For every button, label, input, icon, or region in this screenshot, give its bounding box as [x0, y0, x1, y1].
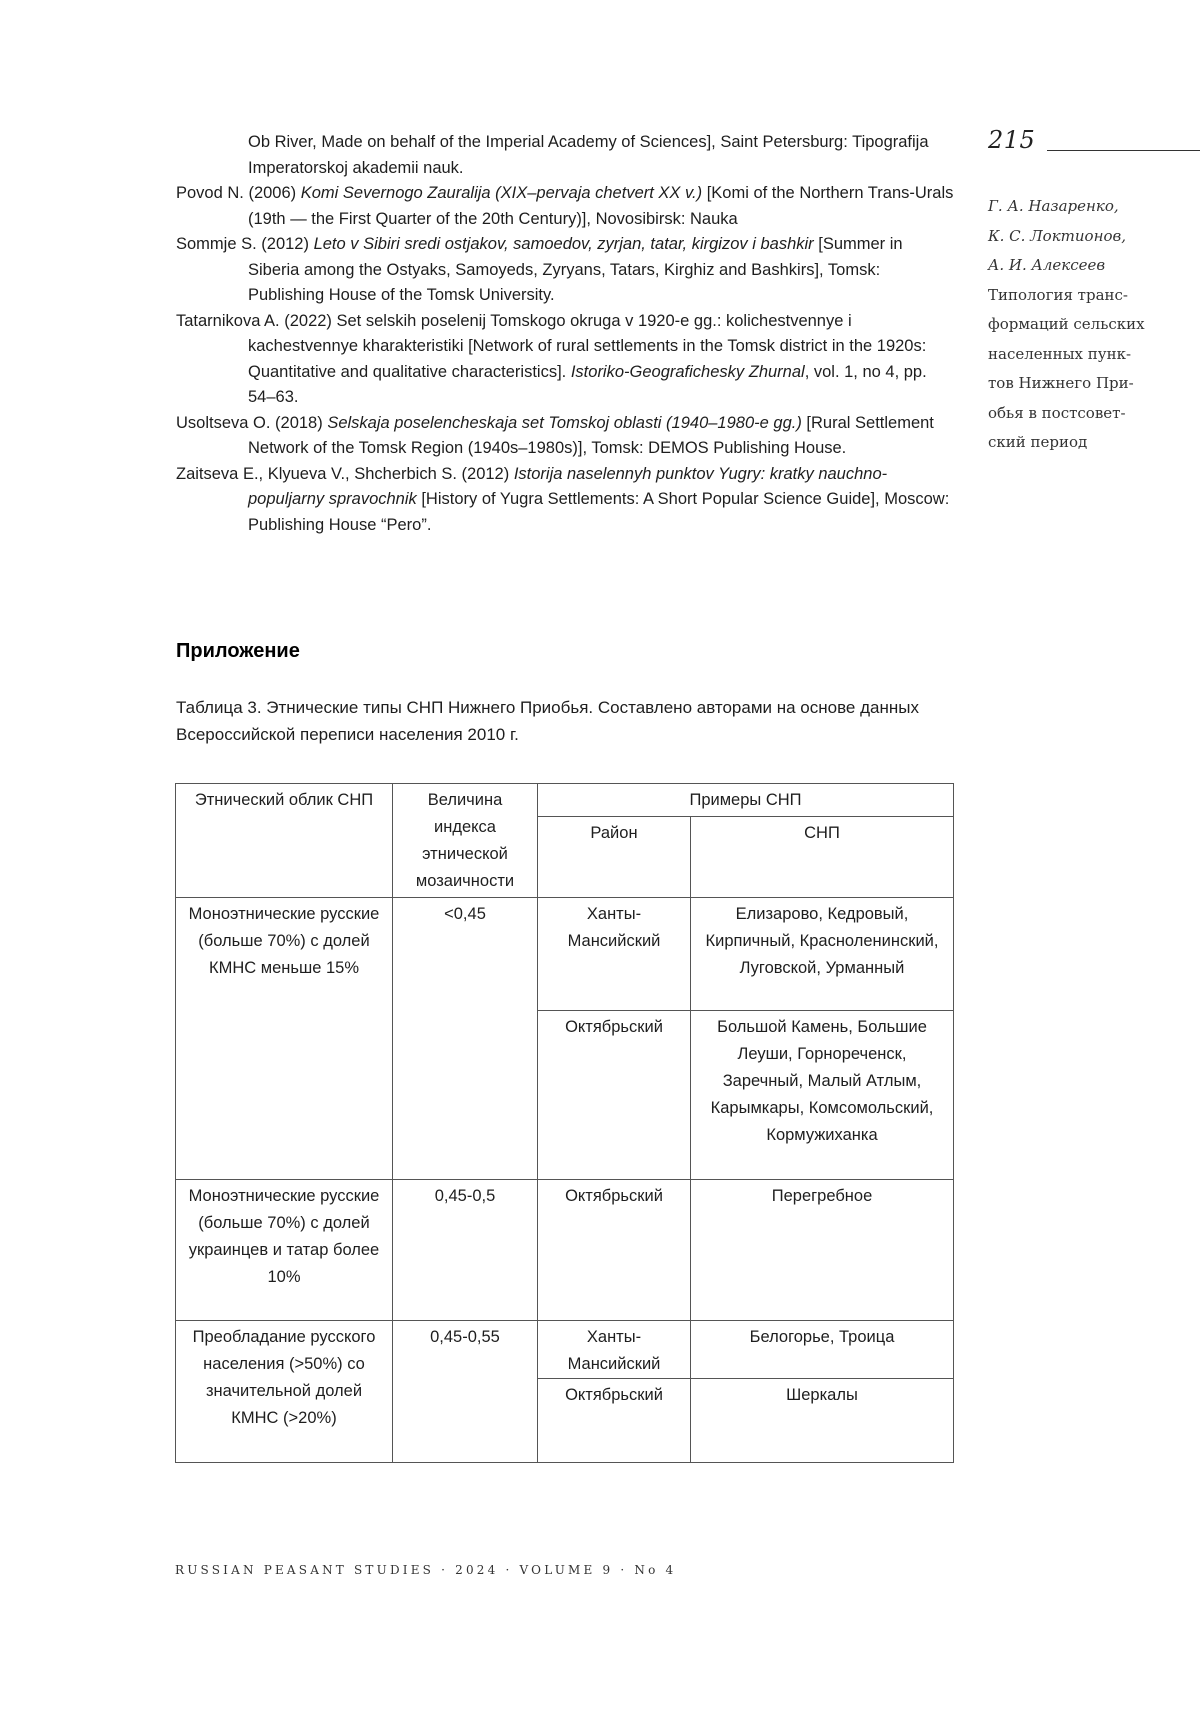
cell-district: Октябрьский: [538, 1379, 691, 1463]
reference-author: Zaitseva E., Klyueva V., Shcherbich S. (2012): [176, 464, 514, 483]
header-district: Район: [538, 817, 691, 898]
cell-settlements: Перегребное: [691, 1180, 954, 1321]
reference-title: Istoriko-Geograficheskу Zhurnal: [570, 362, 805, 381]
header-examples: Примеры СНП: [538, 784, 954, 817]
reference-entry: [176, 232, 956, 309]
cell-ethnic: Преобладание русского населения (>50%) со значительной долей КМНС (>20%): [176, 1321, 393, 1463]
reference-details: [Komi of the Northern Trans-Urals (19th — the First Quarter of the 20th Century)], Novosibirsk: Nauka: [248, 184, 954, 228]
cell-settlements: Елизарово, Кедровый, Кирпичный, Красноленинский, Луговской, Урманный: [691, 898, 954, 1011]
header-rule: [1047, 150, 1200, 151]
table-header-row: [176, 784, 954, 817]
table-row: [176, 1321, 954, 1379]
reference-entry: [176, 130, 956, 181]
references-list: [176, 130, 956, 538]
table-row: [176, 898, 954, 1011]
reference-details: [Summer in Siberia among the Ostyaks, Samoyeds, Zyryans, Tatars, Kirghiz and Bashkirs], Tomsk: Publishing House of the Tomsk University.: [248, 235, 903, 304]
running-header-sidebar: [988, 192, 1188, 458]
cell-ethnic: Моноэтнические русские (больше 70%) с долей украинцев и татар более 10%: [176, 1180, 393, 1321]
article-title-line: тов Нижнего При-: [988, 374, 1134, 392]
cell-index: <0,45: [393, 898, 538, 1180]
reference-title: Selskaja poselencheskaja set Tomskoj oblasti (1940–1980-e gg.): [327, 413, 802, 432]
article-title-line: ский период: [988, 433, 1088, 451]
reference-author: Sommje S. (2012): [176, 235, 314, 253]
cell-settlements: Шеркалы: [691, 1379, 954, 1463]
article-title-line: обья в постсовет-: [988, 403, 1126, 422]
cell-ethnic: Моноэтнические русские (больше 70%) с долей КМНС меньше 15%: [176, 898, 393, 1180]
appendix-heading: Приложение: [176, 640, 300, 662]
table-row: [176, 1180, 954, 1321]
journal-footer: RUSSIAN PEASANT STUDIES · 2024 · VOLUME 9 · No 4: [175, 1563, 677, 1577]
article-title-line: формаций сельских: [988, 315, 1145, 333]
cell-district: Ханты-Мансийский: [538, 898, 691, 1011]
header-ethnic: Этнический облик СНП: [176, 784, 393, 898]
reference-entry: [176, 181, 956, 232]
reference-title: Istorija naselennyh punktov Yugry: kratky nauchno-populjarny spravochnik: [248, 464, 888, 508]
cell-district: Октябрьский: [538, 1011, 691, 1180]
author-name: К. С. Локтионов,: [988, 226, 1126, 245]
article-title-line: Типология транс-: [988, 285, 1128, 304]
page-number: 215: [988, 126, 1036, 154]
cell-settlements: Белогорье, Троица: [691, 1321, 954, 1379]
cell-index: 0,45-0,5: [393, 1180, 538, 1321]
header-index: Величина индекса этнической мозаичности: [393, 784, 538, 898]
cell-district: Октябрьский: [538, 1180, 691, 1321]
article-title-line: населенных пунк-: [988, 344, 1132, 363]
reference-details: [Rural Settlement Network of the Tomsk Region (1940s–1980s)], Tomsk: DEMOS Publishing House.: [248, 413, 934, 457]
ethnic-types-table: [175, 783, 954, 1463]
author-name: Г. А. Назаренко,: [988, 197, 1119, 215]
reference-entry: [176, 462, 956, 539]
header-settlements: СНП: [691, 817, 954, 898]
cell-settlements: Большой Камень, Большие Леуши, Горнореченск, Заречный, Малый Атлым, Карымкары, Комсомольский, Кормужиханка: [691, 1011, 954, 1180]
reference-entry: [176, 411, 956, 462]
cell-district: Ханты-Мансийский: [538, 1321, 691, 1379]
reference-title: Leto v Sibiri sredi ostjakov, samoedov, zyrjan, tatar, kirgizov i bashkir: [313, 235, 814, 253]
reference-author: Povod N. (2006): [176, 184, 301, 202]
reference-author: Usoltseva O. (2018): [176, 413, 328, 432]
reference-details: , vol. 1, no 4, pp. 54–63.: [248, 362, 927, 406]
table-caption: Таблица 3. Этнические типы СНП Нижнего Приобья. Составлено авторами на основе данных Всероссийской переписи населения 2010 г.: [176, 698, 919, 744]
author-name: А. И. Алексеев: [988, 256, 1106, 274]
reference-text: Ob River, Made on behalf of the Imperial Academy of Sciences], Saint Petersburg: Tipografija Imperatorskoj akademii nauk.: [248, 133, 929, 177]
cell-index: 0,45-0,55: [393, 1321, 538, 1463]
reference-details: [History of Yugra Settlements: A Short Popular Science Guide], Moscow: Publishing House “Pero”.: [248, 490, 950, 534]
reference-author: Tatarnikova A. (2022) Set selskih poselenij Tomskogo okruga v 1920-e gg.: kolichestvennye i kachestvennye kharakteristiki [Network of rural settlements in the Tomsk district in the 1920s: Quantitative and qualitative characteristics].: [176, 311, 927, 381]
reference-title: Komi Severnogo Zauralija (XIX–pervaja chetvert XX v.): [300, 184, 703, 202]
reference-entry: [176, 309, 956, 411]
